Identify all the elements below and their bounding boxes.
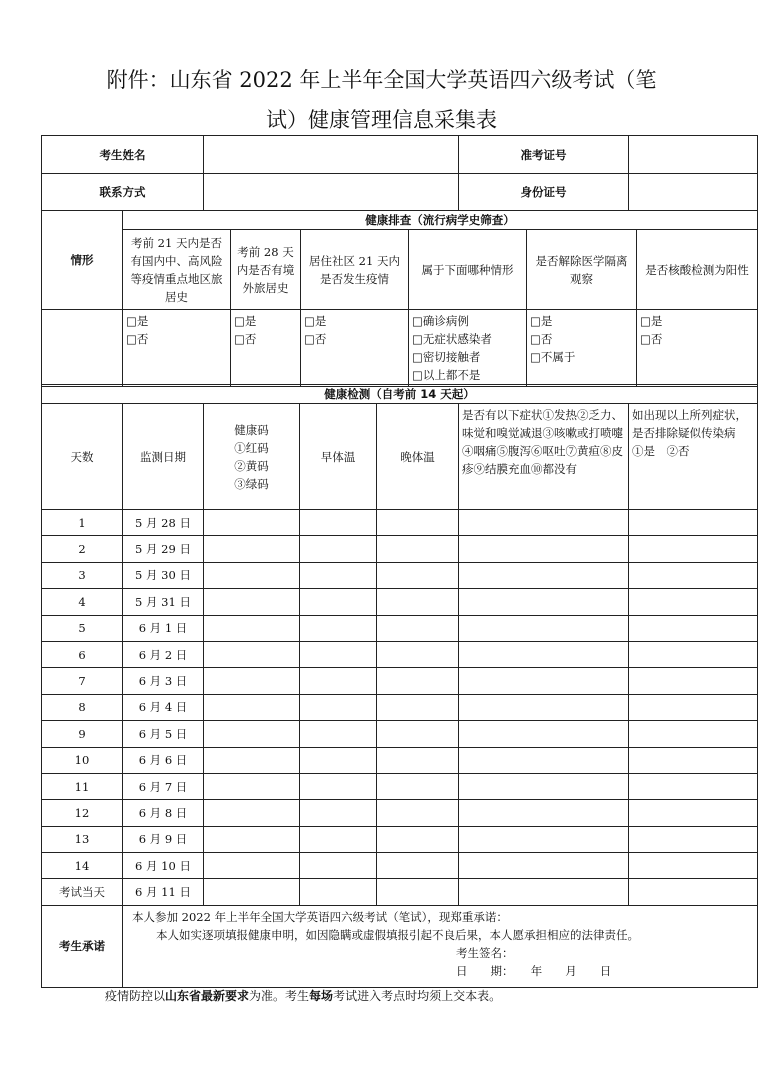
exclude-cell[interactable] <box>629 773 758 799</box>
health-code-cell[interactable] <box>204 641 300 667</box>
exclude-cell[interactable] <box>629 562 758 588</box>
morning-temp-cell[interactable] <box>300 826 377 852</box>
day-cell: 11 <box>42 773 123 799</box>
id-field[interactable] <box>629 174 758 211</box>
table-row <box>42 615 758 641</box>
health-code-cell[interactable] <box>204 721 300 747</box>
checkbox-no[interactable]: □否 <box>126 332 149 346</box>
exclude-cell[interactable] <box>629 800 758 826</box>
date-cell: 6 月 11 日 <box>123 879 204 905</box>
monitoring-section-title: 健康检测（自考前 14 天起） <box>42 385 758 404</box>
health-code-cell[interactable] <box>204 694 300 720</box>
header-date: 监测日期 <box>123 404 204 510</box>
morning-temp-cell[interactable] <box>300 800 377 826</box>
checkbox-asymptomatic[interactable]: □无症状感染者 <box>412 332 492 346</box>
date-cell: 5 月 29 日 <box>123 536 204 562</box>
day-cell: 考试当天 <box>42 879 123 905</box>
date-cell: 5 月 30 日 <box>123 562 204 588</box>
evening-temp-cell[interactable] <box>377 747 459 773</box>
date-cell: 6 月 6 日 <box>123 747 204 773</box>
exclude-cell[interactable] <box>629 510 758 536</box>
table-row <box>42 589 758 615</box>
options-quarantine[interactable] <box>527 310 637 387</box>
checkbox-yes[interactable]: □是 <box>304 314 327 328</box>
symptoms-cell[interactable] <box>459 536 629 562</box>
evening-temp-cell[interactable] <box>377 536 459 562</box>
table-row <box>42 668 758 694</box>
screening-section-title: 健康排查（流行病学史筛查） <box>123 211 758 230</box>
day-cell: 4 <box>42 589 123 615</box>
table-row <box>42 853 758 879</box>
ticket-label: 准考证号 <box>459 136 629 174</box>
symptoms-cell[interactable] <box>459 615 629 641</box>
name-field[interactable] <box>204 136 459 174</box>
symptoms-cell[interactable] <box>459 510 629 536</box>
evening-temp-cell[interactable] <box>377 800 459 826</box>
exclude-cell[interactable] <box>629 536 758 562</box>
form-title-line1: 附件：山东省 2022 年上半年全国大学英语四六级考试（笔 <box>106 68 657 92</box>
morning-temp-cell[interactable] <box>300 773 377 799</box>
health-code-cell[interactable] <box>204 853 300 879</box>
evening-temp-cell[interactable] <box>377 510 459 536</box>
symptoms-cell[interactable] <box>459 721 629 747</box>
checkbox-confirmed[interactable]: □确诊病例 <box>412 314 469 328</box>
day-cell: 5 <box>42 615 123 641</box>
form-title-line2: 试）健康管理信息采集表 <box>266 108 497 132</box>
day-cell: 2 <box>42 536 123 562</box>
health-info-form <box>41 135 758 211</box>
screening-col-nucleic: 是否核酸检测为阳性 <box>637 230 758 310</box>
date-cell: 6 月 10 日 <box>123 853 204 879</box>
date-line[interactable]: 日 期： 年 月 日 <box>456 963 612 978</box>
morning-temp-cell[interactable] <box>300 721 377 747</box>
screening-col-community: 居住社区 21 天内是否发生疫情 <box>301 230 409 310</box>
phone-label: 联系方式 <box>42 174 204 211</box>
evening-temp-cell[interactable] <box>377 589 459 615</box>
morning-temp-cell[interactable] <box>300 641 377 667</box>
table-row <box>42 773 758 799</box>
id-label: 身份证号 <box>459 174 629 211</box>
health-code-cell[interactable] <box>204 800 300 826</box>
date-cell: 6 月 7 日 <box>123 773 204 799</box>
morning-temp-cell[interactable] <box>300 747 377 773</box>
date-cell: 6 月 8 日 <box>123 800 204 826</box>
exclude-cell[interactable] <box>629 641 758 667</box>
exclude-cell[interactable] <box>629 615 758 641</box>
screening-table <box>41 210 758 387</box>
evening-temp-cell[interactable] <box>377 668 459 694</box>
health-code-cell[interactable] <box>204 589 300 615</box>
symptoms-cell[interactable] <box>459 879 629 905</box>
exclude-cell[interactable] <box>629 589 758 615</box>
exclude-cell[interactable] <box>629 747 758 773</box>
table-row <box>42 800 758 826</box>
health-code-cell[interactable] <box>204 879 300 905</box>
exclude-cell[interactable] <box>629 694 758 720</box>
table-row <box>42 694 758 720</box>
health-code-cell[interactable] <box>204 615 300 641</box>
evening-temp-cell[interactable] <box>377 694 459 720</box>
checkbox-no[interactable]: □否 <box>640 332 663 346</box>
table-row <box>42 826 758 852</box>
date-cell: 6 月 4 日 <box>123 694 204 720</box>
day-cell: 12 <box>42 800 123 826</box>
header-exclude-disease: 如出现以上所列症状，是否排除疑似传染病 ①是 ②否 <box>629 404 758 510</box>
screening-col-situation: 属于下面哪种情形 <box>409 230 527 310</box>
date-cell: 6 月 5 日 <box>123 721 204 747</box>
options-overseas[interactable] <box>231 310 301 387</box>
symptoms-cell[interactable] <box>459 589 629 615</box>
health-code-cell[interactable] <box>204 668 300 694</box>
options-community[interactable] <box>301 310 409 387</box>
table-row <box>42 536 758 562</box>
day-cell: 9 <box>42 721 123 747</box>
date-cell: 6 月 1 日 <box>123 615 204 641</box>
morning-temp-cell[interactable] <box>300 615 377 641</box>
signature-line[interactable]: 考生签名： <box>456 945 514 960</box>
table-row <box>42 747 758 773</box>
header-symptoms: 是否有以下症状①发热②乏力、味觉和嗅觉减退③咳嗽或打喷嚏④咽痛⑤腹泻⑥呕吐⑦黄疸⑧皮疹⑨结膜充血⑩都没有 <box>459 404 629 510</box>
checkbox-none[interactable]: □以上都不是 <box>412 368 481 382</box>
date-cell: 5 月 31 日 <box>123 589 204 615</box>
exclude-cell[interactable] <box>629 721 758 747</box>
symptoms-cell[interactable] <box>459 773 629 799</box>
health-code-cell[interactable] <box>204 747 300 773</box>
table-row <box>42 879 758 905</box>
options-situation[interactable] <box>409 310 527 387</box>
day-cell: 6 <box>42 641 123 667</box>
evening-temp-cell[interactable] <box>377 773 459 799</box>
checkbox-no[interactable]: □否 <box>530 332 553 346</box>
checkbox-no[interactable]: □否 <box>234 332 257 346</box>
checkbox-yes[interactable]: □是 <box>234 314 257 328</box>
evening-temp-cell[interactable] <box>377 721 459 747</box>
exclude-cell[interactable] <box>629 826 758 852</box>
options-nucleic[interactable] <box>637 310 758 387</box>
morning-temp-cell[interactable] <box>300 694 377 720</box>
day-cell: 14 <box>42 853 123 879</box>
morning-temp-cell[interactable] <box>300 879 377 905</box>
screening-col-risk-area: 考前 21 天内是否有国内中、高风险等疫情重点地区旅居史 <box>123 230 231 310</box>
symptoms-cell[interactable] <box>459 826 629 852</box>
morning-temp-cell[interactable] <box>300 668 377 694</box>
health-code-cell[interactable] <box>204 826 300 852</box>
symptoms-cell[interactable] <box>459 562 629 588</box>
screening-options-blank <box>42 310 123 387</box>
symptoms-cell[interactable] <box>459 747 629 773</box>
date-cell: 6 月 3 日 <box>123 668 204 694</box>
day-cell: 7 <box>42 668 123 694</box>
checkbox-yes[interactable]: □是 <box>530 314 553 328</box>
table-row <box>42 641 758 667</box>
morning-temp-cell[interactable] <box>300 536 377 562</box>
morning-temp-cell[interactable] <box>300 589 377 615</box>
morning-temp-cell[interactable] <box>300 853 377 879</box>
day-cell: 8 <box>42 694 123 720</box>
health-code-cell[interactable] <box>204 773 300 799</box>
health-code-cell[interactable] <box>204 562 300 588</box>
date-cell: 6 月 2 日 <box>123 641 204 667</box>
morning-temp-cell[interactable] <box>300 562 377 588</box>
evening-temp-cell[interactable] <box>377 562 459 588</box>
header-morning-temp: 早体温 <box>300 404 377 510</box>
symptoms-cell[interactable] <box>459 641 629 667</box>
table-row <box>42 562 758 588</box>
ticket-field[interactable] <box>629 136 758 174</box>
header-health-code: 健康码 ①红码 ②黄码 ③绿码 <box>204 404 300 510</box>
health-code-cell[interactable] <box>204 536 300 562</box>
symptoms-cell[interactable] <box>459 694 629 720</box>
checkbox-close-contact[interactable]: □密切接触者 <box>412 350 481 364</box>
exclude-cell[interactable] <box>629 879 758 905</box>
name-label: 考生姓名 <box>42 136 204 174</box>
screening-col-overseas: 考前 28 天内是否有境外旅居史 <box>231 230 301 310</box>
screening-col-quarantine: 是否解除医学隔离观察 <box>527 230 637 310</box>
pledge-text: 本人参加 2022 年上半年全国大学英语四六级考试（笔试），现郑重承诺： 本人如实逐项填报健康申明，如因隐瞒或虚假填报引起不良后果，本人愿承担相应的法律责任。 考生签名： 日 期： 年 月 日 <box>123 905 758 987</box>
screening-row-label: 情形 <box>42 211 123 310</box>
health-code-cell[interactable] <box>204 510 300 536</box>
table-row <box>42 510 758 536</box>
options-risk-area[interactable] <box>123 310 231 387</box>
phone-field[interactable] <box>204 174 459 211</box>
pledge-label: 考生承诺 <box>42 905 123 987</box>
evening-temp-cell[interactable] <box>377 826 459 852</box>
checkbox-yes[interactable]: □是 <box>126 314 149 328</box>
header-evening-temp: 晚体温 <box>377 404 459 510</box>
day-cell: 1 <box>42 510 123 536</box>
symptoms-cell[interactable] <box>459 800 629 826</box>
day-cell: 10 <box>42 747 123 773</box>
date-cell: 6 月 9 日 <box>123 826 204 852</box>
checkbox-no[interactable]: □否 <box>304 332 327 346</box>
monitoring-table <box>41 384 758 988</box>
footer-note: 疫情防控以山东省最新要求为准。考生每场考试进入考点时均须上交本表。 <box>105 989 502 1003</box>
header-day: 天数 <box>42 404 123 510</box>
symptoms-cell[interactable] <box>459 668 629 694</box>
evening-temp-cell[interactable] <box>377 615 459 641</box>
day-cell: 3 <box>42 562 123 588</box>
table-row <box>42 721 758 747</box>
exclude-cell[interactable] <box>629 668 758 694</box>
checkbox-not-applicable[interactable]: □不属于 <box>530 350 576 364</box>
evening-temp-cell[interactable] <box>377 853 459 879</box>
date-cell: 5 月 28 日 <box>123 510 204 536</box>
day-cell: 13 <box>42 826 123 852</box>
morning-temp-cell[interactable] <box>300 510 377 536</box>
evening-temp-cell[interactable] <box>377 879 459 905</box>
evening-temp-cell[interactable] <box>377 641 459 667</box>
symptoms-cell[interactable] <box>459 853 629 879</box>
exclude-cell[interactable] <box>629 853 758 879</box>
checkbox-yes[interactable]: □是 <box>640 314 663 328</box>
